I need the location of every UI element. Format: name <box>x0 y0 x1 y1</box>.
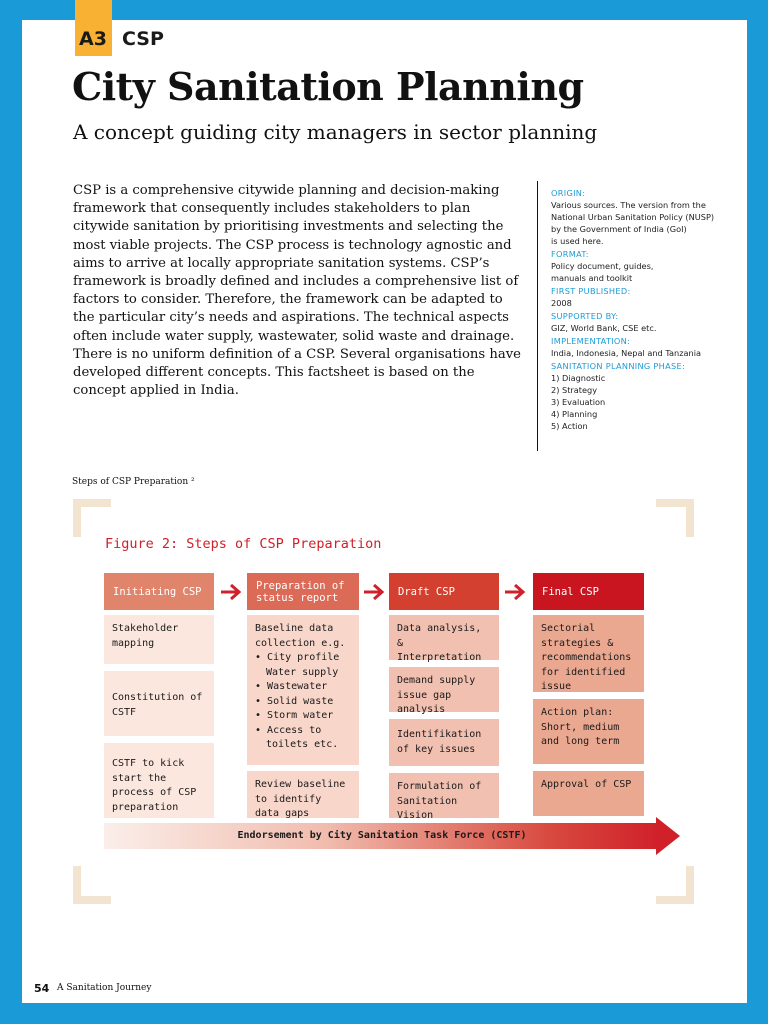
section-label: CSP <box>122 28 164 50</box>
endorsement-label: Endorsement by City Sanitation Task Force (CSTF) <box>237 830 527 841</box>
list-item: • City profile Water supply <box>255 651 351 680</box>
supported-value: GIZ, World Bank, CSE etc. <box>551 323 657 333</box>
phase-item: 3) Evaluation <box>551 397 606 407</box>
published-label: FIRST PUBLISHED: <box>551 286 631 296</box>
step-arrow-icon <box>220 583 242 601</box>
step-header-initiating: Initiating CSP <box>104 573 214 610</box>
origin-value <box>551 199 727 247</box>
step-header-final: Final CSP <box>533 573 644 610</box>
phase-item: 2) Strategy <box>551 385 598 395</box>
frame-corner <box>656 499 694 537</box>
figure-caption: Steps of CSP Preparation ² <box>72 477 195 487</box>
step-box: Approval of CSP <box>533 771 644 816</box>
frame-corner <box>656 866 694 904</box>
step-box: Demand supply issue gap analysis <box>389 667 499 712</box>
list-item: • Wastewater <box>255 680 351 695</box>
step-box: Action plan: Short, medium and long term <box>533 699 644 764</box>
page-subtitle: A concept guiding city managers in sector planning <box>73 120 598 144</box>
list-item: • Solid waste <box>255 695 351 710</box>
step-arrow-icon <box>363 583 385 601</box>
format-label: FORMAT: <box>551 249 589 259</box>
step-box-intro: Baseline data collection e.g. <box>255 623 346 649</box>
format-value <box>551 260 727 284</box>
phase-list <box>551 372 727 432</box>
implementation-label: IMPLEMENTATION: <box>551 336 631 346</box>
step-box: Identifikation of key issues <box>389 719 499 766</box>
supported-label: SUPPORTED BY: <box>551 311 619 321</box>
step-arrow-icon <box>504 583 526 601</box>
book-title: A Sanitation Journey <box>57 983 152 993</box>
origin-label: ORIGIN: <box>551 188 586 198</box>
published-value: 2008 <box>551 298 572 308</box>
step-box: Review baseline to identify data gaps <box>247 771 359 818</box>
figure-title: Figure 2: Steps of CSP Preparation <box>105 536 382 552</box>
frame-corner <box>73 499 111 537</box>
page-number: 54 <box>34 982 50 995</box>
step-box: Formulation of Sanitation Vision <box>389 773 499 818</box>
frame-corner <box>73 866 111 904</box>
step-box: Stakeholder mapping <box>104 615 214 664</box>
list-item: • Storm water <box>255 709 351 724</box>
phase-label: SANITATION PLANNING PHASE: <box>551 361 686 371</box>
step-box: Data analysis, & Interpretation <box>389 615 499 660</box>
phase-item: 4) Planning <box>551 409 598 419</box>
step-box <box>247 615 359 765</box>
origin-line: Various sources. The version from the <box>551 200 706 210</box>
page-title: City Sanitation Planning <box>72 64 584 109</box>
implementation-value: India, Indonesia, Nepal and Tanzania <box>551 348 702 358</box>
page-background <box>22 20 747 1003</box>
section-code: A3 <box>79 28 107 50</box>
list-item: • Access to toilets etc. <box>255 724 351 753</box>
step-header-status-report: Preparation of status report <box>247 573 359 610</box>
origin-line: by the Government of India (GoI) <box>551 224 687 234</box>
phase-item: 5) Action <box>551 421 588 431</box>
baseline-list <box>255 651 351 753</box>
step-box: Constitution of CSTF <box>104 671 214 736</box>
step-header-draft: Draft CSP <box>389 573 499 610</box>
format-line: manuals and toolkit <box>551 273 633 283</box>
origin-line: National Urban Sanitation Policy (NUSP) <box>551 212 715 222</box>
origin-line: is used here. <box>551 236 604 246</box>
factsheet-sidebar <box>537 181 727 451</box>
step-box: Sectorial strategies & recommendations for identified issue <box>533 615 644 692</box>
format-line: Policy document, guides, <box>551 261 654 271</box>
phase-item: 1) Diagnostic <box>551 373 606 383</box>
intro-paragraph: CSP is a comprehensive citywide planning and decision-making framework that consequently includes stakeholders to plan citywide sanitation by prioritising investments and selecting the most viable projects. The CSP process is technology agnostic and aims to arrive at locally appropriate sanitation systems. CSP’s framework is broadly defined and includes a comprehensive list of factors to consider. Therefore, the framework can be adapted to the particular city’s needs and aspirations. The technical aspects often include water supply, wastewater, solid waste and drainage. There is no uniform definition of a CSP. Several organisations have developed different concepts. This factsheet is based on the concept applied in India. <box>73 183 521 399</box>
step-box: CSTF to kick start the process of CSP preparation <box>104 743 214 818</box>
